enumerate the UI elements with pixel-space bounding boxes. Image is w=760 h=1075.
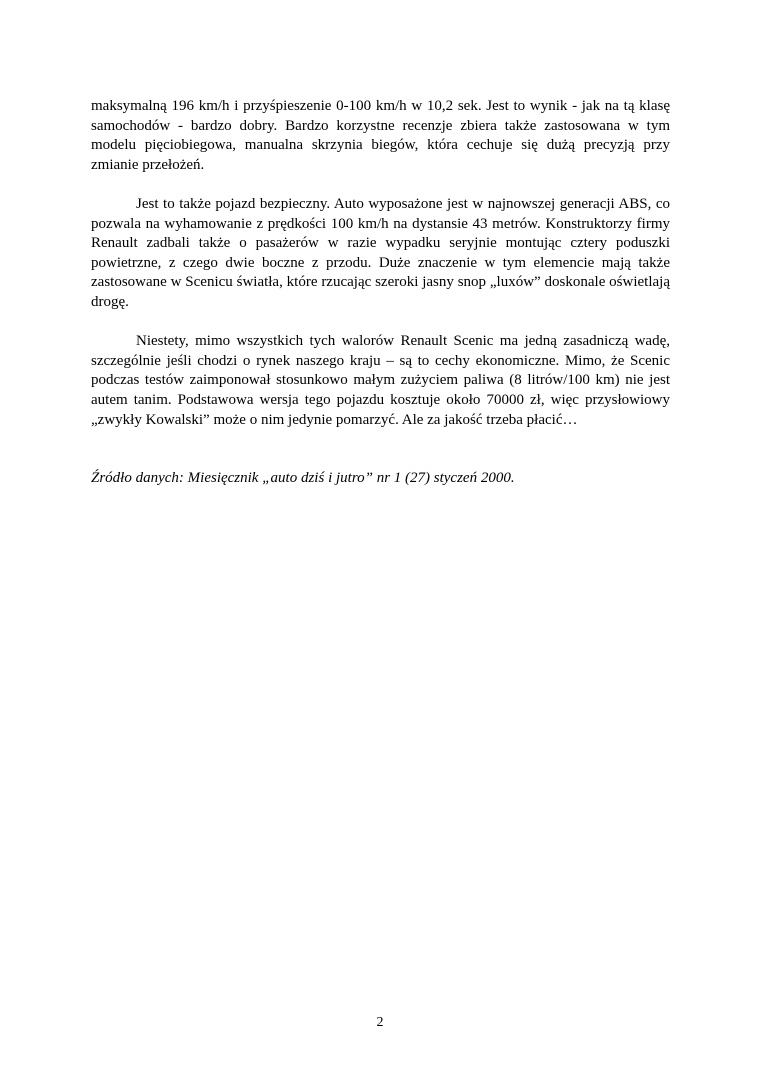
document-body [91,97,670,489]
paragraph-spacer [91,450,670,470]
page-number: 2 [376,1015,384,1030]
paragraph-spacer [91,430,670,450]
paragraph-safety: Jest to także pojazd bezpieczny. Auto wyposażone jest w najnowszej generacji ABS, co pozwala na wyhamowanie z prędkości 100 km/h na dystansie 43 metrów. Konstruktorzy firmy Renault zadbali także o pasażerów w razie wypadku seryjnie montując cztery poduszki powietrzne, z czego dwie boczne z przodu. Duże znaczenie w tym elemencie mają także zastosowane w Scenicu światła, które rzucając szeroki jasny snop „luxów” doskonale oświetlają drogę. [91,195,670,310]
paragraph-spacer [91,313,670,333]
source-citation: Źródło danych: Miesięcznik „auto dziś i jutro” nr 1 (27) styczeń 2000. [91,470,515,487]
paragraph-continuation: maksymalną 196 km/h i przyśpieszenie 0-100 km/h w 10,2 sek. Jest to wynik - jak na tą klasę samochodów - bardzo dobry. Bardzo korzystne recenzje zbiera także zastosowana w tym modelu pięciobiegowa, manualna skrzynia biegów, która cechuje się dużą precyzją przy zmianie przełożeń. [91,98,670,173]
paragraph-spacer [91,175,670,195]
paragraph-drawbacks: Niestety, mimo wszystkich tych walorów Renault Scenic ma jedną zasadniczą wadę, szczególnie jeśli chodzi o rynek naszego kraju – są to cechy ekonomiczne. Mimo, że Scenic podczas testów zaimponował stosunkowo małym zużyciem paliwa (8 litrów/100 km) nie jest autem tanim. Podstawowa wersja tego pojazdu kosztuje około 70000 zł, więc przysłowiowy „zwykły Kowalski” może o nim jedynie pomarzyć. Ale za jakość trzeba płacić… [91,333,670,428]
